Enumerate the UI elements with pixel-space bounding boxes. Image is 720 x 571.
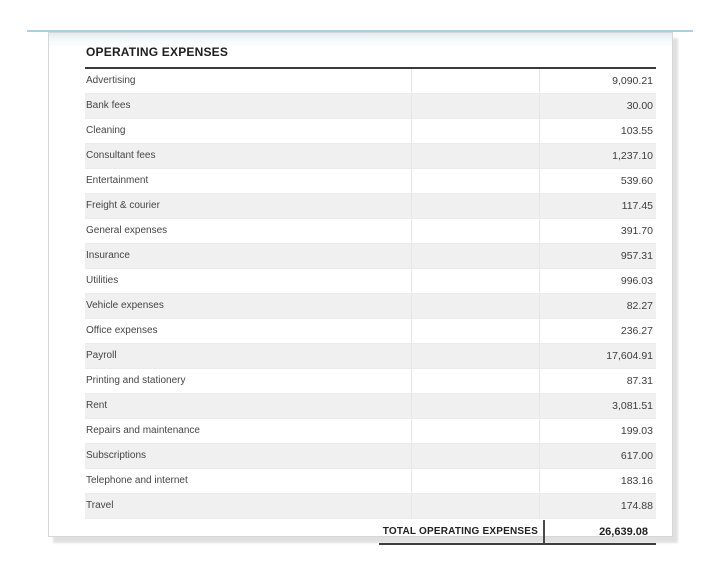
expense-label: Office expenses (86, 325, 158, 336)
expense-mid-cell (411, 344, 539, 368)
expense-mid-cell (411, 119, 539, 143)
total-box (379, 519, 656, 545)
expense-label: Printing and stationery (86, 375, 186, 386)
expense-label: Vehicle expenses (86, 300, 164, 311)
expense-label: Bank fees (86, 100, 131, 111)
expense-row (85, 469, 656, 494)
expense-amount: 183.16 (539, 469, 656, 493)
expense-mid-cell (411, 494, 539, 518)
expense-amount: 3,081.51 (539, 394, 656, 418)
expense-amount: 17,604.91 (539, 344, 656, 368)
expense-label: Utilities (86, 275, 119, 286)
expense-row (85, 194, 656, 219)
expense-mid-cell (411, 294, 539, 318)
expense-mid-cell (411, 219, 539, 243)
expense-label: Travel (86, 500, 114, 511)
expense-mid-cell (411, 94, 539, 118)
expense-label: Entertainment (86, 175, 149, 186)
expense-mid-cell (411, 144, 539, 168)
expense-row (85, 269, 656, 294)
expense-mid-cell (411, 194, 539, 218)
expense-amount: 82.27 (539, 294, 656, 318)
expense-mid-cell (411, 444, 539, 468)
expense-rows (85, 69, 656, 519)
expense-label: Consultant fees (86, 150, 156, 161)
expense-label: Telephone and internet (86, 475, 188, 486)
total-row-spacer (85, 519, 379, 545)
expense-row (85, 394, 656, 419)
expense-row (85, 319, 656, 344)
expense-mid-cell (411, 69, 539, 93)
expense-label: Advertising (86, 75, 136, 86)
expense-amount: 174.88 (539, 494, 656, 518)
expense-row (85, 94, 656, 119)
expense-row (85, 344, 656, 369)
total-label: TOTAL OPERATING EXPENSES (382, 526, 538, 537)
expense-mid-cell (411, 244, 539, 268)
expense-label: Cleaning (86, 125, 126, 136)
expense-mid-cell (411, 369, 539, 393)
expense-amount: 199.03 (539, 419, 656, 443)
total-row (85, 519, 656, 545)
expense-mid-cell (411, 469, 539, 493)
expense-row (85, 294, 656, 319)
expense-label: General expenses (86, 225, 168, 236)
section-title: OPERATING EXPENSES (85, 43, 656, 69)
expense-row (85, 444, 656, 469)
expense-mid-cell (411, 394, 539, 418)
expense-label: Rent (86, 400, 108, 411)
report-sheet (48, 32, 673, 537)
operating-expenses-report (85, 43, 656, 545)
expense-label: Repairs and maintenance (86, 425, 200, 436)
expense-row (85, 69, 656, 94)
expense-amount: 87.31 (539, 369, 656, 393)
expense-row (85, 244, 656, 269)
expense-amount: 30.00 (539, 94, 656, 118)
expense-amount: 236.27 (539, 319, 656, 343)
expense-amount: 9,090.21 (539, 69, 656, 93)
expense-row (85, 419, 656, 444)
expense-amount: 539.60 (539, 169, 656, 193)
expense-label: Insurance (86, 250, 130, 261)
expense-amount: 391.70 (539, 219, 656, 243)
expense-amount: 617.00 (539, 444, 656, 468)
expense-mid-cell (411, 169, 539, 193)
expense-row (85, 219, 656, 244)
expense-mid-cell (411, 319, 539, 343)
expense-label: Freight & courier (86, 200, 160, 211)
expense-row (85, 144, 656, 169)
expense-mid-cell (411, 419, 539, 443)
expense-row (85, 119, 656, 144)
expense-row (85, 494, 656, 519)
expense-mid-cell (411, 269, 539, 293)
expense-label: Payroll (86, 350, 117, 361)
expense-amount: 996.03 (539, 269, 656, 293)
expense-amount: 957.31 (539, 244, 656, 268)
expense-row (85, 169, 656, 194)
expense-amount: 1,237.10 (539, 144, 656, 168)
expense-amount: 103.55 (539, 119, 656, 143)
expense-amount: 117.45 (539, 194, 656, 218)
expense-label: Subscriptions (86, 450, 147, 461)
expense-row (85, 369, 656, 394)
total-amount: 26,639.08 (599, 526, 648, 538)
